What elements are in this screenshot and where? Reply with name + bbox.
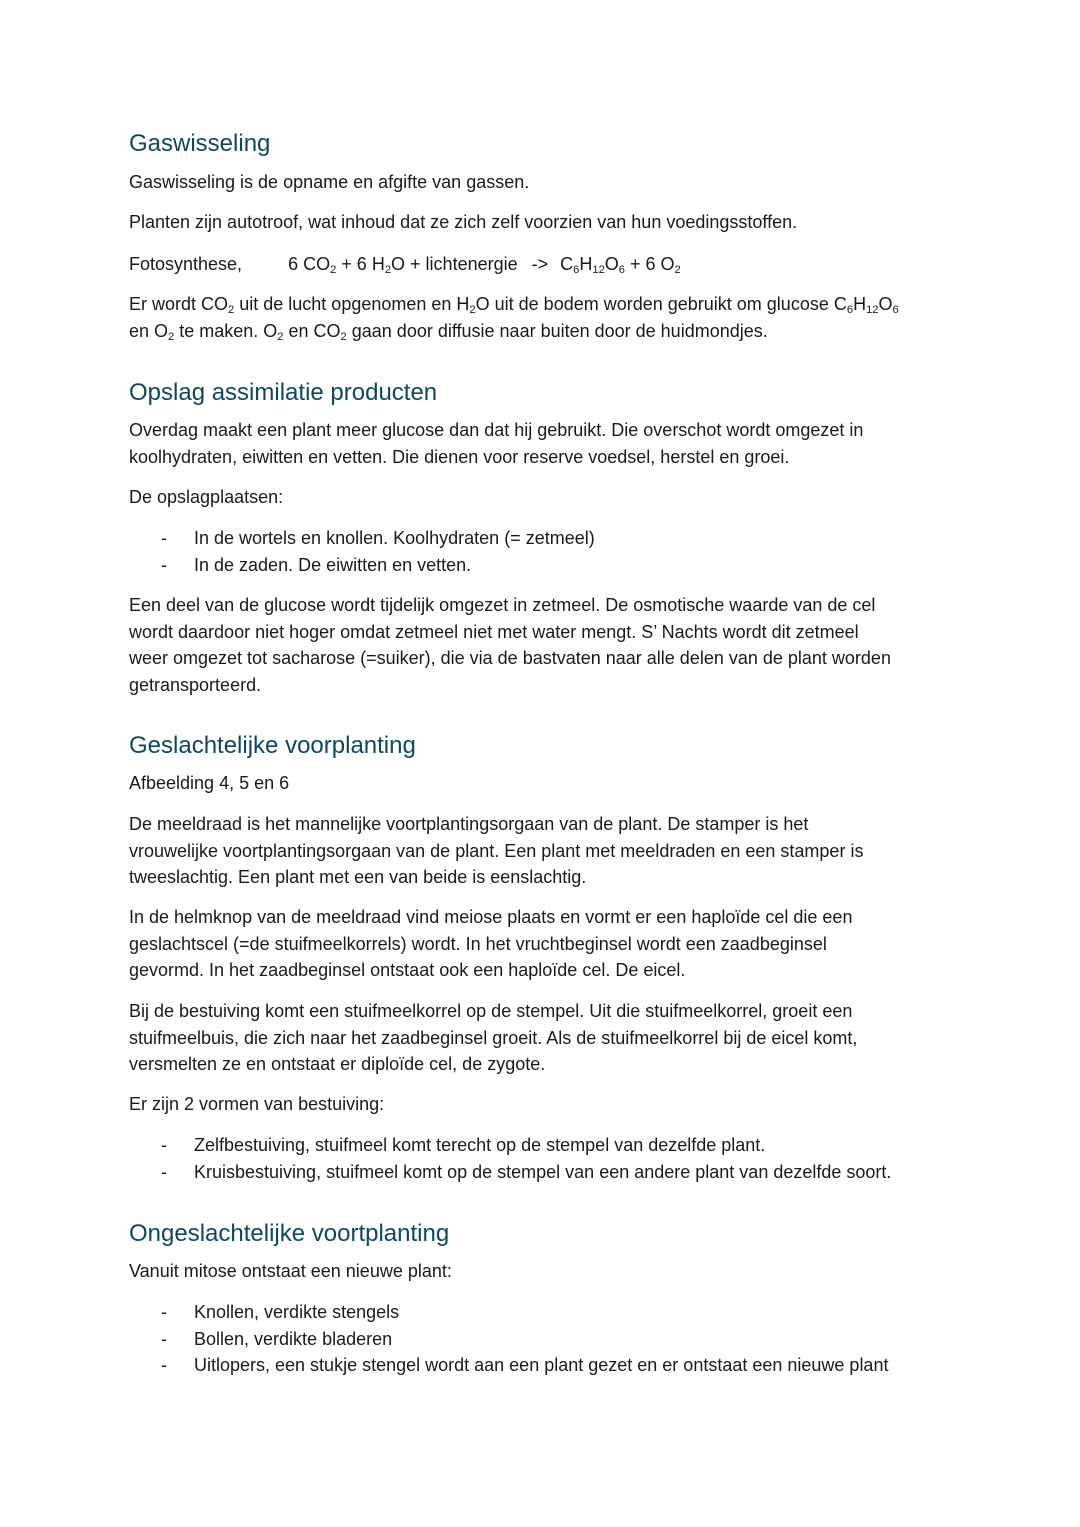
heading-opslag: Opslag assimilatie producten [129,379,438,406]
paragraph: Een deel van de glucose wordt tijdelijk omgezet in zetmeel. De osmotische waarde van de cel wordt daardoor niet hoger omdat zetmeel niet met water mengt. S’ Nachts wordt dit zetmeel weer omgezet tot sacharose (=suiker), die via de bastvaten naar alle delen van de plant worden getransporteerd. [129,595,891,695]
paragraph: Er wordt $CO_2$ uit de lucht opgenomen en $H_2O$ uit de bodem worden gebruikt om glucose $C_6H_{12}O_6$ en $O_2$ te maken. $O_2$ en $CO_2$ gaan door diffusie naar buiten door de huidmondjes. [129,294,899,343]
paragraph: Overdag maakt een plant meer glucose dan dat hij gebruikt. Die overschot wordt omgezet in koolhydraten, eiwitten en vetten. Die dienen voor reserve voedsel, herstel en groei. [129,420,864,467]
paragraph: Gaswisseling is de opname en afgifte van gassen. [129,172,530,192]
paragraph: Bij de bestuiving komt een stuifmeelkorrel op de stempel. Uit die stuifmeelkorrel, groeit een stuifmeelbuis, die zich naar het zaadbeginsel groeit. Als de stuifmeelkorrel bij de eicel komt, versmelten ze en ontstaat er diploïde cel, de zygote. [129,1001,858,1074]
paragraph: Er zijn 2 vormen van bestuiving: [129,1094,385,1114]
heading-gaswisseling: Gaswisseling [129,130,271,157]
pollination-list [129,1132,959,1185]
equation: 6 $CO_2 + 6$ $H_2O$ + lichtenergie -> $C_6H_{12}O_6 + 6$ $O_2$ [288,254,681,276]
list-item: - Bollen, verdikte bladeren [129,1326,959,1353]
list-item: - Knollen, verdikte stengels [129,1299,959,1326]
equation-label: Fotosynthese, [129,254,243,274]
list-item: - Zelfbestuiving, stuifmeel komt terecht op de stempel van dezelfde plant. [129,1132,959,1159]
list-item: - In de wortels en knollen. Koolhydraten (= zetmeel) [129,525,959,552]
heading-ongeslachtelijke: Ongeslachtelijke voortplanting [129,1220,450,1247]
paragraph: In de helmknop van de meeldraad vind meiose plaats en vormt er een haploïde cel die een geslachtscel (=de stuifmeelkorrels) wordt. In het vruchtbeginsel wordt een zaadbeginsel gevormd. In het zaadbeginsel ontstaat ook een haploïde cel. De eicel. [129,907,853,980]
paragraph: Planten zijn autotroof, wat inhoud dat ze zich zelf voorzien van hun voedingsstoffen. [129,212,798,232]
paragraph: Afbeelding 4, 5 en 6 [129,773,290,793]
list-item: - Kruisbestuiving, stuifmeel komt op de stempel van een andere plant van dezelfde soort. [129,1159,959,1186]
asexual-list [129,1299,959,1379]
list-item: - In de zaden. De eiwitten en vetten. [129,552,959,579]
list-item: - Uitlopers, een stukje stengel wordt aan een plant gezet en er ontstaat een nieuwe plant [129,1352,959,1379]
paragraph: Vanuit mitose ontstaat een nieuwe plant: [129,1261,452,1281]
paragraph: De opslagplaatsen: [129,487,284,507]
arrow-text: -> [531,254,549,274]
photosynthesis-equation-line [129,251,954,278]
storage-list [129,525,959,578]
heading-geslachtelijke: Geslachtelijke voorplanting [129,732,416,759]
paragraph: De meeldraad is het mannelijke voortplantingsorgaan van de plant. De stamper is het vrouwelijke voortplantingsorgaan van de plant. Een plant met meeldraden en een stamper is tweeslachtig. Een plant met een van beide is eenslachtig. [129,814,864,887]
